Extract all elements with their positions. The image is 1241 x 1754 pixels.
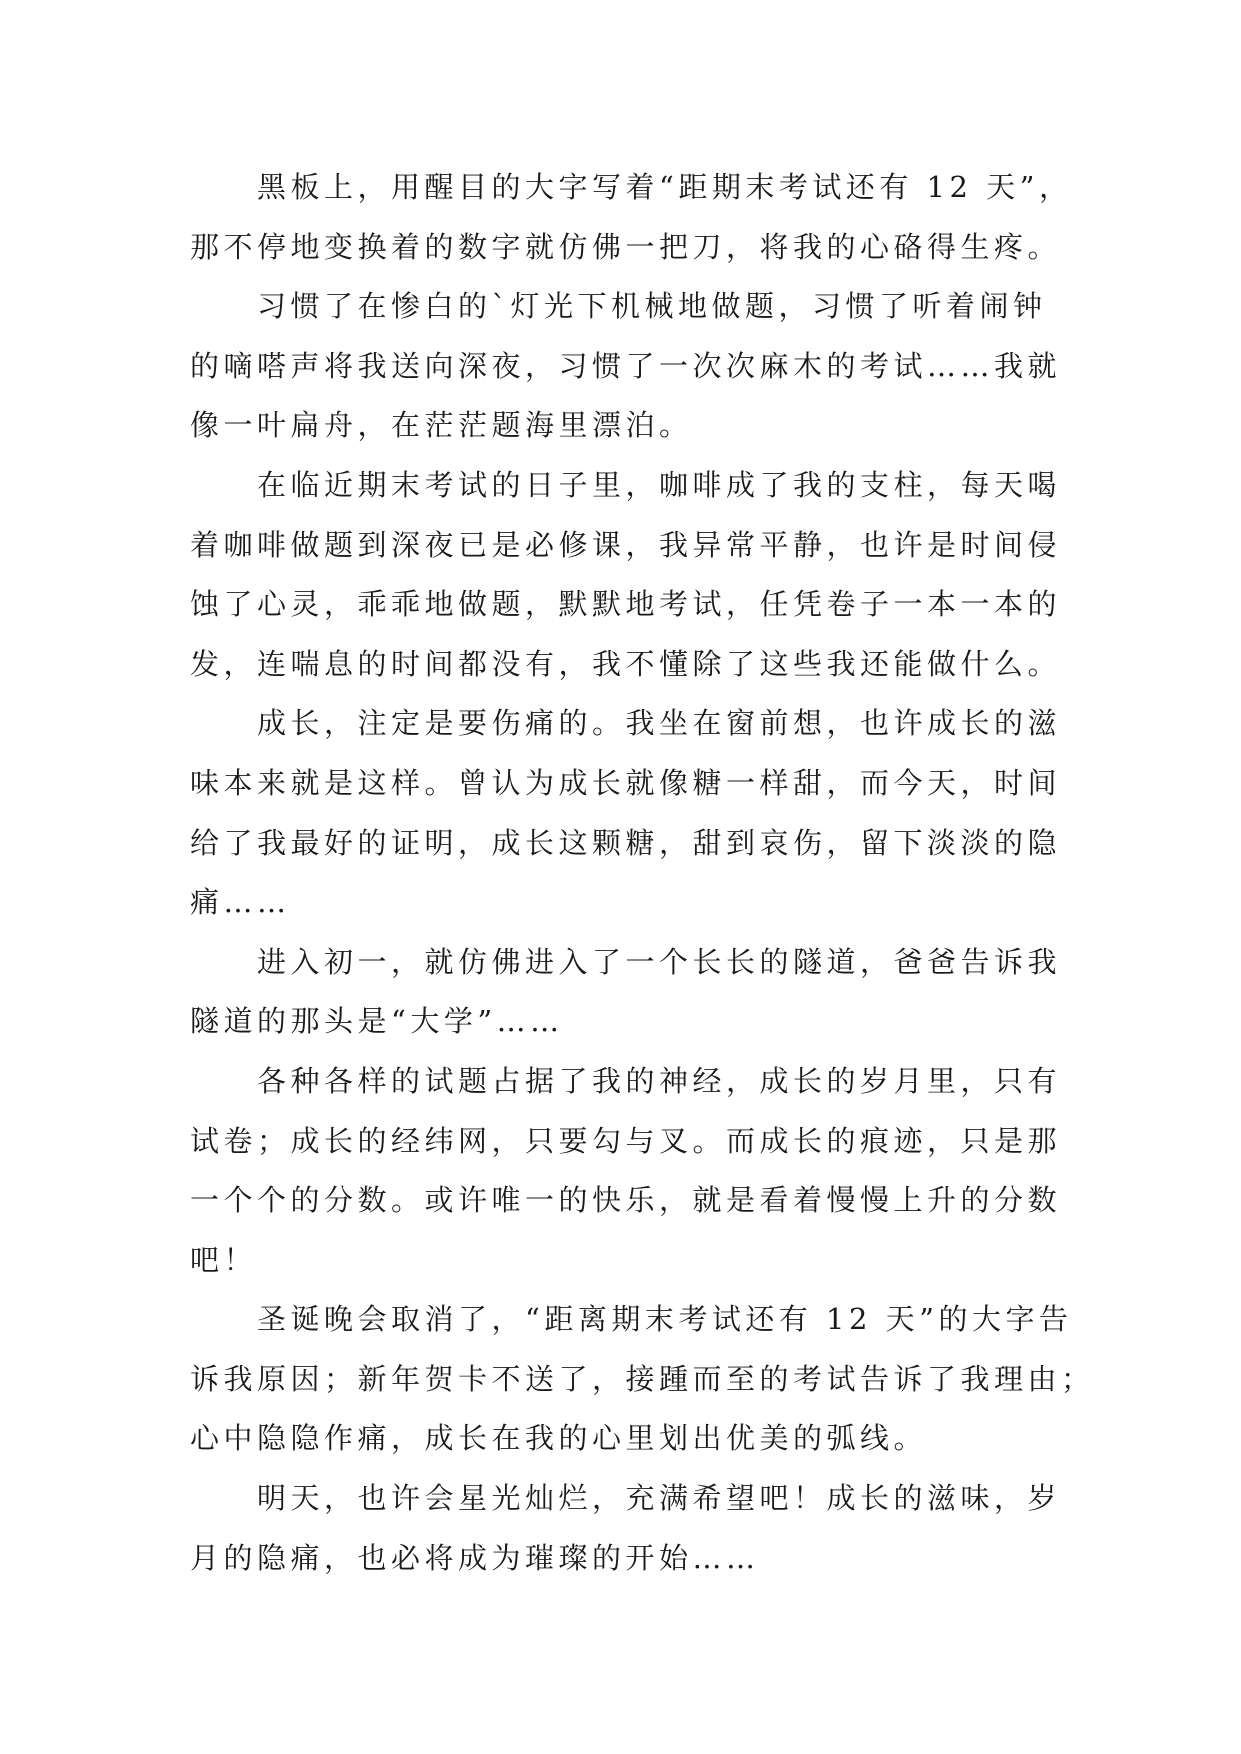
text-line: 像一叶扁舟，在茫茫题海里漂泊。 — [190, 408, 693, 443]
text-line: 给了我最好的证明，成长这颗糖，甜到哀伤，留下淡淡的隐 — [190, 825, 1062, 860]
text-line: 那不停地变换着的数字就仿佛一把刀，将我的心硌得生疼。 — [190, 229, 1062, 264]
text-line: 黑板上，用醒目的大字写着“距期末考试还有 12 天”， — [257, 170, 1073, 204]
text-line: 的嘀嗒声将我送向深夜，习惯了一次次麻木的考试……我就 — [190, 348, 1062, 383]
text-line: 明天，也许会星光灿烂，充满希望吧！成长的滋味，岁 — [257, 1481, 1062, 1516]
text-line: 各种各样的试题占据了我的神经，成长的岁月里，只有 — [257, 1063, 1062, 1098]
text-line: 试卷；成长的经纬网，只要勾与叉。而成长的痕迹，只是那 — [190, 1123, 1062, 1158]
text-line: 隧道的那头是“大学”…… — [190, 1004, 564, 1039]
text-line: 在临近期末考试的日子里，咖啡成了我的支柱，每天喝 — [257, 467, 1062, 502]
text-line: 一个个的分数。或许唯一的快乐，就是看着慢慢上升的分数 — [190, 1183, 1062, 1218]
text-line: 诉我原因；新年贺卡不送了，接踵而至的考试告诉了我理由； — [190, 1361, 1095, 1396]
text-line: 习惯了在惨白的`灯光下机械地做题，习惯了听着闹钟 — [257, 289, 1047, 324]
text-line: 味本来就是这样。曾认为成长就像糖一样甜，而今天，时间 — [190, 765, 1062, 800]
text-line: 痛…… — [190, 885, 291, 920]
text-line: 发，连喘息的时间都没有，我不懂除了这些我还能做什么。 — [190, 646, 1062, 681]
text-line: 成长，注定是要伤痛的。我坐在窗前想，也许成长的滋 — [257, 706, 1062, 741]
text-line: 圣诞晚会取消了，“距离期末考试还有 12 天”的大字告 — [257, 1302, 1073, 1337]
text-line: 蚀了心灵，乖乖地做题，默默地考试，任凭卷子一本一本的 — [190, 587, 1062, 622]
text-line: 月的隐痛，也必将成为璀璨的开始…… — [190, 1540, 760, 1575]
text-line: 吧！ — [190, 1242, 258, 1277]
text-line: 心中隐隐作痛，成长在我的心里划出优美的弧线。 — [190, 1421, 928, 1456]
essay-body — [190, 158, 1095, 1588]
text-line: 着咖啡做题到深夜已是必修课，我异常平静，也许是时间侵 — [190, 527, 1062, 562]
text-line: 进入初一，就仿佛进入了一个长长的隧道，爸爸告诉我 — [257, 944, 1062, 979]
